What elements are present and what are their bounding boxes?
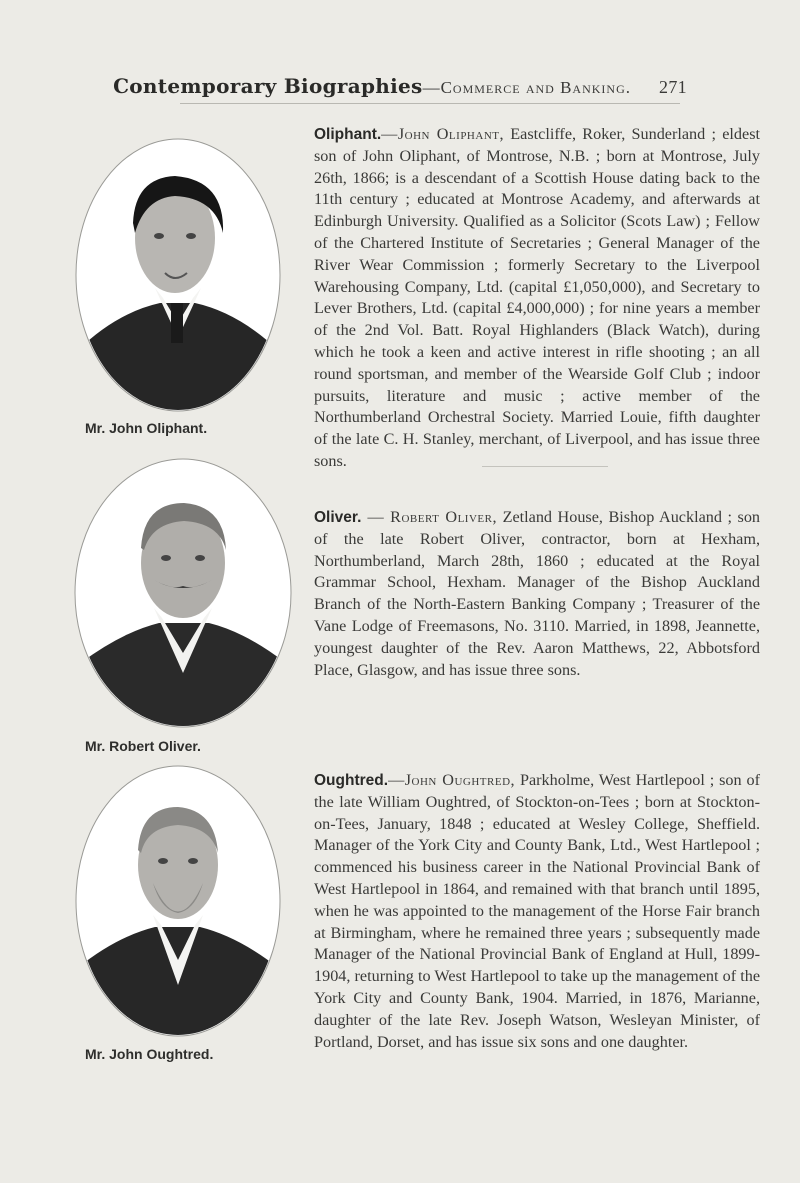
entry-text: Zetland House, Bishop Auckland ; son of the late Robert Oliver, contractor, born at Hexham, Northumberland, March 28th, 1860 ; educated at the Royal Grammar School, Hexham. Manager of the Bishop Auckland Branch of the North-Eastern Banking Company ; Treasurer of the Vane Lodge of Freemasons, No. 3110. Married, in 1898, Jeannette, youngest daughter of the Rev. Aaron Matthews, 22, Abbotsford Place, Glasgow, and has issue three sons.: [314, 508, 761, 679]
entry-fullname: —John Oliphant,: [381, 125, 505, 143]
entry-text: Eastcliffe, Roker, Sunderland ; eldest son of John Oliphant, of Montrose, N.B. ; born at Montrose, July 26th, 1866; is a descendant of a Scottish House dating back to the 11th century ; educated at Montrose Academy, and afterwards at Edinburgh University. Qualified as a Solicitor (Scots Law) ; Fellow of the Chartered Institute of Secretaries ; General Manager of the River Wear Commission ; formerly Secretary to the Liverpool Warehousing Company, Ltd. (capital £1,050,000), and Secretary to Lever Brothers, Ltd. (capital £4,000,000) ; for nine years a member of the 2nd Vol. Batt. Royal Highlanders (Black Watch), during which he took a keen and active interest in rifle shooting ; an all round sportsman, and member of the Wearside Golf Club ; indoor pursuits, literature and music ; active member of the Northumberland Orchestral Society. Married Louie, fifth daughter of the late C. H. Stanley, merchant, of Liverpool, and has issue three sons.: [314, 125, 760, 470]
caption-oughtred: Mr. John Oughtred.: [85, 1046, 214, 1062]
header-title: Contemporary Biographies: [113, 74, 423, 98]
divider: [482, 466, 608, 467]
entry-oughtred: [314, 770, 760, 1053]
portrait-oliver: [74, 458, 292, 728]
caption-oliver: Mr. Robert Oliver.: [85, 738, 201, 754]
page-number: 271: [659, 77, 687, 97]
caption-oliphant: Mr. John Oliphant.: [85, 420, 208, 436]
portrait-oliphant: [75, 138, 281, 413]
entry-surname: Oliver.: [314, 509, 362, 526]
header-rule: [180, 103, 680, 104]
entry-surname: Oliphant.: [314, 126, 382, 143]
entry-text: Parkholme, West Hartlepool ; son of the late William Oughtred, of Stockton-on-Tees ; born at Stockton-on-Tees, January, 1848 ; educated at Wesley College, Sheffield. Manager of the York City and County Bank, Ltd., West Hartlepool ; commenced his business career in the National Provincial Bank of West Hartlepool in 1864, and remained with that branch until 1895, when he was appointed to the management of the Horse Fair branch at Birmingham, where he remained three years ; subsequently made Manager of the National Provincial Bank of England at Hull, 1899-1904, returning to West Hartlepool to take up the management of the York City and County Bank, 1904. Married, in 1876, Marianne, daughter of the late Rev. Joseph Watson, Wesleyan Minister, of Portland, Dorset, and has issue six sons and one daughter.: [314, 771, 761, 1051]
header-section: —Commerce and Banking.: [422, 78, 632, 97]
portrait-oughtred: [75, 765, 281, 1037]
entry-oliver: [314, 507, 760, 681]
entry-oliphant: [314, 124, 760, 473]
entry-surname: Oughtred.: [314, 772, 389, 789]
running-header: [0, 74, 800, 99]
entry-fullname: — Robert Oliver,: [361, 508, 498, 526]
entry-fullname: —John Oughtred,: [388, 771, 516, 789]
